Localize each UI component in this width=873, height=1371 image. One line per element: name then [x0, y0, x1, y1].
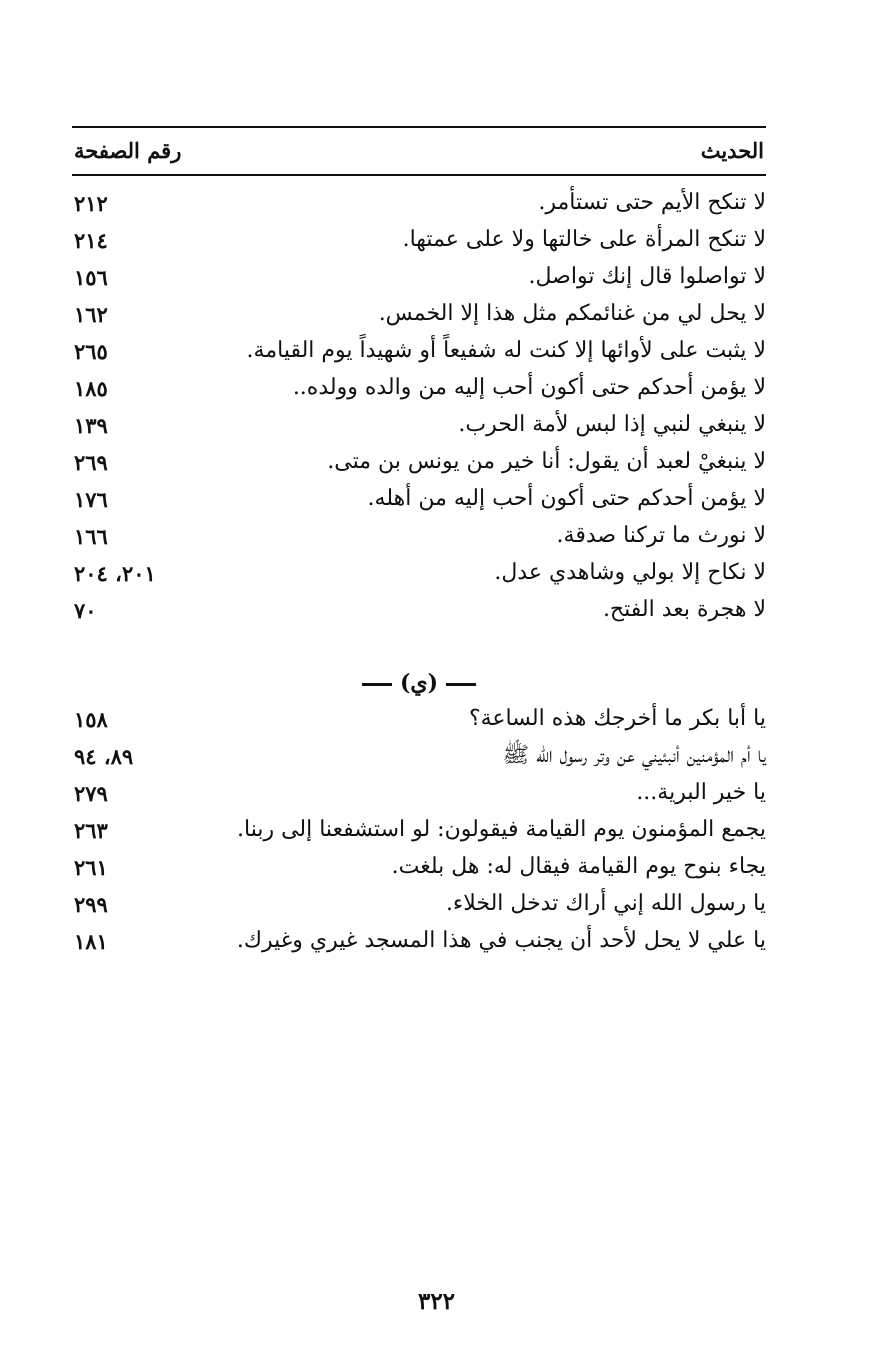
section-la-list: [72, 186, 766, 630]
hadith-text: يجمع المؤمنون يوم القيامة فيقولون: لو استشفعنا إلى ربنا.: [237, 817, 766, 842]
page-ref: ٢٠١، ٢٠٤: [74, 561, 156, 586]
page-ref: ١٣٩: [74, 413, 108, 438]
page-ref: ١٦٦: [74, 524, 108, 549]
header-bottom-rule: [72, 174, 766, 176]
hadith-text: لا يحل لي من غنائمكم مثل هذا إلا الخمس.: [378, 301, 766, 326]
hadith-text: لا نكاح إلا بولي وشاهدي عدل.: [494, 560, 766, 585]
page-ref: ٨٩، ٩٤: [74, 744, 134, 769]
table-header: [72, 132, 766, 170]
page-ref: ٢٦١: [74, 855, 108, 880]
page-ref: ٢٦٥: [74, 339, 108, 364]
list-item: [72, 371, 766, 408]
hadith-text: لا ينبغيْ لعبد أن يقول: أنا خير من يونس بن متى.: [327, 449, 766, 474]
heading-dash: [446, 683, 476, 686]
list-item: [72, 482, 766, 519]
hadith-text: لا يثبت على لأوائها إلا كنت له شفيعاً أو شهيداً يوم القيامة.: [246, 338, 766, 363]
list-item: [72, 223, 766, 260]
list-item: [72, 556, 766, 593]
list-item: [72, 887, 766, 924]
page-number: ٣٢٢: [417, 1288, 456, 1315]
hadith-text: يا أبا بكر ما أخرجك هذه الساعة؟: [468, 706, 766, 731]
list-item: [72, 739, 766, 776]
page-ref: ٢٦٣: [74, 818, 108, 843]
hadith-text: يا خير البرية...: [636, 780, 766, 805]
section-heading-label: (ي): [399, 670, 439, 696]
hadith-text: يا رسول الله إني أراك تدخل الخلاء.: [445, 891, 766, 916]
list-item: [72, 334, 766, 371]
heading-dash: [362, 683, 392, 686]
list-item: [72, 593, 766, 630]
list-item: [72, 702, 766, 739]
list-item: [72, 813, 766, 850]
list-item: [72, 408, 766, 445]
hadith-text: لا نورث ما تركنا صدقة.: [556, 523, 766, 548]
hadith-text: لا يؤمن أحدكم حتى أكون أحب إليه من والده وولده..: [292, 375, 766, 400]
list-item: [72, 519, 766, 556]
page-ref: ١٦٢: [74, 302, 108, 327]
page-ref: ١٥٦: [74, 265, 108, 290]
hadith-text: لا تواصلوا قال إنك تواصل.: [528, 264, 766, 289]
page-ref: ١٨٥: [74, 376, 108, 401]
page-ref: ١٥٨: [74, 707, 108, 732]
page-ref: ١٧٦: [74, 487, 108, 512]
list-item: [72, 445, 766, 482]
section-ya-list: [72, 702, 766, 961]
section-heading-ya: [72, 670, 766, 704]
list-item: [72, 186, 766, 223]
page-ref: ٢١٢: [74, 191, 108, 216]
hadith-text: لا تنكح المرأة على خالتها ولا على عمتها.: [402, 227, 766, 252]
list-item: [72, 776, 766, 813]
page-ref: ١٨١: [74, 929, 108, 954]
list-item: [72, 297, 766, 334]
hadith-text: لا هجرة بعد الفتح.: [602, 597, 766, 622]
page-ref: ٧٠: [74, 598, 97, 623]
hadith-text: يا أم المؤمنين أنبئيني عن وتر رسول الله ﷺ: [502, 743, 766, 768]
hadith-text: لا تنكح الأيم حتى تستأمر.: [538, 190, 766, 215]
hadith-text: لا ينبغي لنبي إذا لبس لأمة الحرب.: [458, 412, 766, 437]
page-ref: ٢١٤: [74, 228, 108, 253]
hadith-column-header: الحديث: [700, 138, 764, 163]
header-top-rule: [72, 126, 766, 128]
list-item: [72, 924, 766, 961]
page-ref: ٢٦٩: [74, 450, 108, 475]
page-ref: ٢٩٩: [74, 892, 108, 917]
page-ref: ٢٧٩: [74, 781, 108, 806]
hadith-text: يجاء بنوح يوم القيامة فيقال له: هل بلغت.: [391, 854, 766, 879]
list-item: [72, 850, 766, 887]
hadith-text: يا علي لا يحل لأحد أن يجنب في هذا المسجد غيري وغيرك.: [236, 928, 766, 953]
page-column-header: رقم الصفحة: [74, 138, 182, 163]
hadith-text: لا يؤمن أحدكم حتى أكون أحب إليه من أهله.: [367, 486, 766, 511]
list-item: [72, 260, 766, 297]
